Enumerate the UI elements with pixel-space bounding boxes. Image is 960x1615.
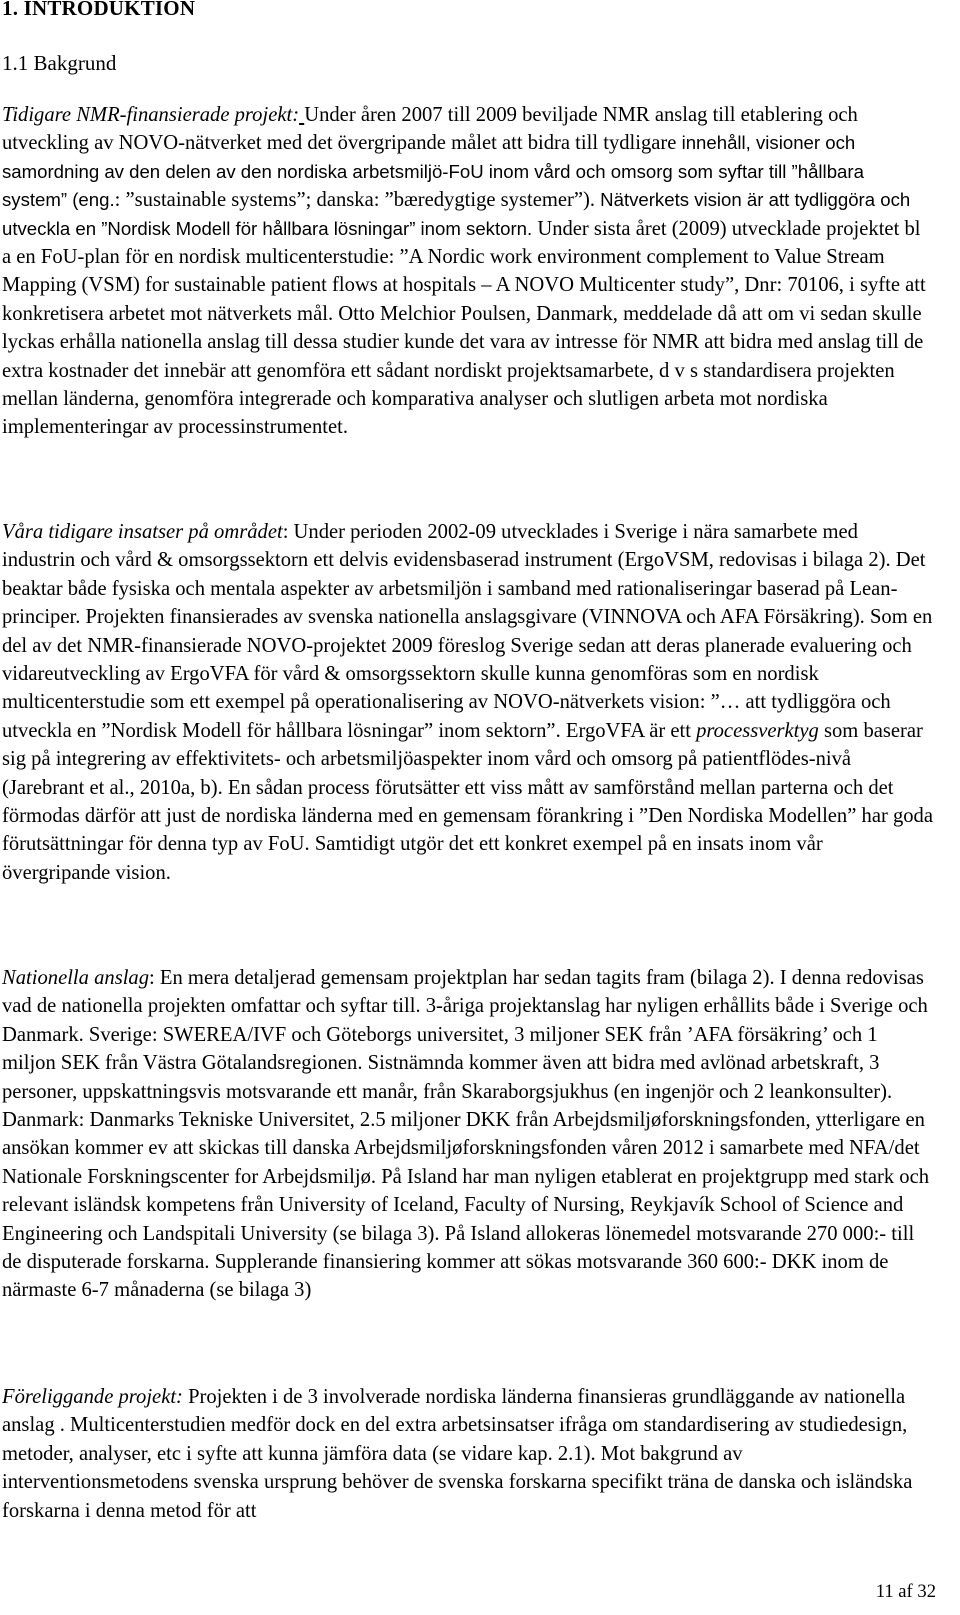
paragraph-text-italic: processverktyg <box>696 719 819 742</box>
paragraph-text: : Under perioden 2002-09 utvecklades i Sverige i nära samarbete med industrin och vård & omsorgssektorn ett delvis evidensbaserad instrument (ErgoVSM, redovisas i bilaga 2). Det beaktar både fysiska och mentala aspekter av arbetsmiljön i samband med rationaliseringar baserad på Lean-principer. Projekten finansierades av svenska nationella anslagsgivare (VINNOVA och AFA Försäkring). Som en del av det NMR-finansierade NOVO-projektet 2009 föreslog Sverige sedan att deras planerade evaluering och vidareutveckling av ErgoVFA för vård & omsorgssektorn skulle kunna genomföras som en nordisk multicenterstudie som ett exempel på operationalisering av NOVO-nätverkets vision: ”… att tydliggöra och utveckla en ”Nordisk Modell för hållbara lösningar” inom sektorn”. ErgoVFA är ett <box>2 521 933 742</box>
page-number: 11 af 32 <box>875 1581 936 1602</box>
chapter-heading: 1. INTRODUKTION <box>2 0 196 20</box>
paragraph-previous-projects <box>2 101 934 442</box>
paragraph-text-sans: Nätverkets vision är att tydliggöra och utveckla en ”Nordisk Modell för hållbara lösningar” inom sektorn. <box>2 189 911 239</box>
paragraph-lead: Nationella anslag <box>2 967 150 989</box>
paragraph-lead: Våra tidigare insatser på området <box>2 521 283 543</box>
paragraph-lead: Föreliggande projekt: <box>2 1386 183 1408</box>
paragraph-national-grants <box>2 964 934 1305</box>
paragraph-lead: Tidigare NMR-finansierade projekt: <box>2 104 300 126</box>
paragraph-text: : ”sustainable systems”; danska: ”bæredygtige systemer”). <box>114 189 601 212</box>
paragraph-text: Under sista året (2009) utvecklade projektet bl a en FoU-plan för en nordisk multicenterstudie: ”A Nordic work environment complement to Value Stream Mapping (VSM) for sustainable patient flows at hospitals – A NOVO Multicenter study”, Dnr: 70106, i syfte att konkretisera arbetet mot nätverkets mål. Otto Melchior Poulsen, Danmark, meddelade då att om vi sedan skulle lyckas erhålla nationella anslag till dessa studier kunde det vara av intresse för NMR att bidra med anslag till de extra kostnader det innebär att genomföra ett sådant nordiskt projektsamarbete, d v s standardisera projekten mellan länderna, genomföra integrerade och komparativa analyser och slutligen arbeta mot nordiska implementeringar av processinstrumentet. <box>2 217 926 439</box>
paragraph-earlier-efforts <box>2 518 934 887</box>
paragraph-text: : En mera detaljerad gemensam projektplan har sedan tagits fram (bilaga 2). I denna redovisas vad de nationella projekten omfattar och syftar till. 3-åriga projektanslag har nyligen erhållits både i Sverige och Danmark. Sverige: SWEREA/IVF och Göteborgs universitet, 3 miljoner SEK från ’AFA försäkring’ och 1 miljon SEK från Västra Götalandsregionen. Sistnämnda kommer även att bidra med avlönad arbetskraft, 3 personer, uppskattningsvis motsvarande ett manår, från Skaraborgsjukhus (en ingenjör och 2 leankonsulter). Danmark: Danmarks Tekniske Universitet, 2.5 miljoner DKK från Arbejdsmiljøforskningsfonden, ytterligare en ansökan kommer ev att skickas till danska Arbejdsmiljøforskningsfonden våren 2012 i samarbete med NFA/det Nationale Forskningscenter for Arbejdsmiljø. På Island har man nyligen etablerat en projektgrupp med stark och relevant isländsk kompetens från University of Iceland, Faculty of Nursing, Reykjavík School of Science and Engineering och Landspitali University (se bilaga 3). På Island allokeras lönemedel motsvarande 270 000:- till de disputerade forskarna. Supplerande finansiering kommer att sökas motsvarande 360 600:- DKK inom de närmaste 6-7 månaderna (se bilaga 3) <box>2 967 930 1302</box>
paragraph-present-project <box>2 1383 934 1525</box>
paragraph-text: Under åren 2007 till 2009 beviljade NMR anslag till etablering och utveckling av NOVO-nätverket med det övergripande målet att bidra till tydligare <box>2 104 858 155</box>
section-heading: 1.1 Bakgrund <box>2 51 117 75</box>
paragraph-text: som baserar sig på integrering av effektivitets- och arbetsmiljöaspekter inom vård och omsorg på patientflödes-nivå (Jarebrant et al., 2010a, b). En sådan process förutsätter ett viss mått av samförstånd mellan parterna och det förmodas därför att just de nordiska länderna med en gemensam förankring i ”Den Nordiska Modellen” har goda förutsättningar för denna typ av FoU. Samtidigt utgör det ett konkret exempel på en insats inom vår övergripande vision. <box>2 719 933 884</box>
paragraph-text: Projekten i de 3 involverade nordiska länderna finansieras grundläggande av nationella anslag . Multicenterstudien medför dock en del extra arbetsinsatser ifråga om standardisering av studiedesign, metoder, analyser, etc i syfte att kunna jämföra data (se vidare kap. 2.1). Mot bakgrund av interventionsmetodens svenska ursprung behöver de svenska forskarna specifikt träna de danska och isländska forskarna i denna metod för att <box>2 1386 913 1522</box>
paragraph-text-sans: innehåll, visioner och samordning av den delen av den nordiska arbetsmiljö-FoU inom vård och omsorg som syftar till ”hållbara system” (eng. <box>2 132 864 211</box>
